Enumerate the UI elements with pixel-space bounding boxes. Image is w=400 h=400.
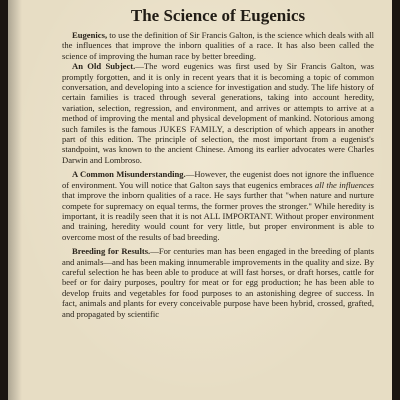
intro-text: to use the definition of Sir Francis Galton, is the science which deals with all the influences that improve the inborn qualities of a race. It has also been called the science of improving the human race by better breeding.: [62, 30, 374, 61]
misunderstanding-text-1: —However, the eugenist does not ignore the influence of environment. You will notice that Galton says that eugenics embraces: [62, 169, 374, 190]
intro-paragraph: [62, 30, 374, 61]
breeding-heading: Breeding for Results.: [72, 246, 151, 257]
breeding-text: —For centuries man has been engaged in the breeding of plants and animals—and has been making innumerable improvements in the quality and size. By careful selection he has been able to produce at will fast horses, or draft horses, cattle for beef or for dairy purposes, poultry for meat or for egg production; he has been able to develop fruits and vegetables for food purposes to an astonishing degree of success. In fact, animals and plants for every conceivable purpose have been hybrid, crossed, grafted, and propagated by scientific: [62, 246, 375, 319]
misunderstanding-text-2: that improve the inborn qualities of a race. He says further that "when nature and nurture compete for supremacy on equal terms, the former proves the stronger." While heredity is important, it is readily seen that it is not ALL IMPORTANT. Without proper environment and training, heredity would count for very little, but proper environment is able to overcome most of the results of bad breeding.: [62, 190, 374, 242]
misunderstanding-paragraph: [62, 169, 374, 242]
book-page: [8, 0, 392, 400]
misunderstanding-heading: A Common Misunderstanding.: [72, 169, 186, 180]
old-subject-text-2: a description of which appears in another part of this edition. The principle of selection, the most important from a eugenist's standpoint, was known to the ancient Chinese. Among its earlier advocates were Charles Darwin and Lombroso.: [62, 123, 374, 165]
old-subject-heading: An Old Subject.: [72, 61, 136, 72]
intro-term: Eugenics,: [72, 30, 108, 40]
page-title: The Science of Eugenics: [130, 6, 306, 25]
old-subject-text-1: —The word eugenics was first used by Sir Francis Galton, was promptly forgotten, and it is only in recent years that it is becoming a topic of common conversation, and developing into a science for investigation and study. The life history of certain families is traced through several generations, taking into account heredity, variation, selection, regression, and environment, and arrives or attempts to arrive at a method of improving the mental and physical development of mankind. Notorious among such familes is the famous: [62, 61, 374, 134]
page-content: [62, 6, 374, 319]
misunderstanding-emphasis: all the influences: [314, 179, 374, 190]
jukes-family-label: JUKES FAMILY,: [159, 123, 225, 134]
breeding-paragraph: [62, 246, 374, 319]
old-subject-paragraph: [62, 61, 374, 165]
page-gutter-shadow: [8, 0, 22, 400]
